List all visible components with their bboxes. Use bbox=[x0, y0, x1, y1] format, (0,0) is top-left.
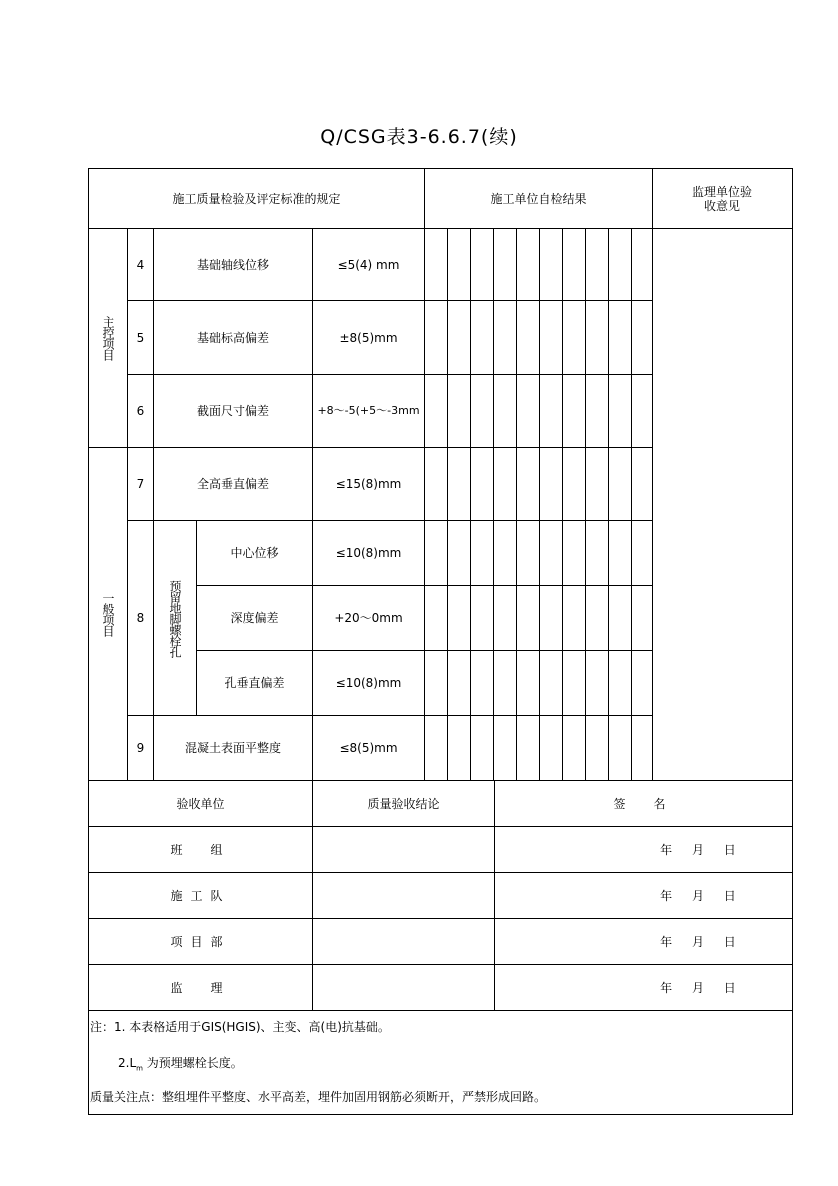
sub-item-standard: +20～0mm bbox=[334, 611, 403, 625]
note-2-suffix: 为预埋螺栓长度。 bbox=[142, 1056, 243, 1070]
item-number: 9 bbox=[136, 741, 145, 755]
sub-item-name: 孔垂直偏差 bbox=[224, 676, 285, 690]
item-standard: ≤8(5)mm bbox=[339, 741, 398, 755]
sign-date: 年 月 日 bbox=[660, 888, 744, 903]
item-number: 6 bbox=[136, 404, 145, 418]
supervisor-opinion-header: 监理单位验收意见 bbox=[691, 184, 752, 213]
note-2 bbox=[118, 1056, 243, 1075]
sign-date: 年 月 日 bbox=[660, 842, 744, 857]
item-standard: ±8(5)mm bbox=[339, 330, 398, 345]
note-2-prefix: 2.L bbox=[118, 1056, 137, 1070]
item-name: 截面尺寸偏差 bbox=[196, 404, 269, 418]
item-number: 7 bbox=[136, 477, 145, 491]
sign-date: 年 月 日 bbox=[660, 934, 744, 949]
sub-item-name: 中心位移 bbox=[230, 546, 279, 560]
item-number: 8 bbox=[136, 611, 145, 625]
standard-header: 施工质量检验及评定标准的规定 bbox=[172, 191, 341, 206]
note-1: 注：1. 本表格适用于GIS(HGIS)、主变、高(电)抗基础。 bbox=[90, 1020, 390, 1034]
form-title: Q/CSG表3-6.6.7(续) bbox=[320, 126, 518, 148]
sub-item-standard: ≤10(8)mm bbox=[335, 676, 402, 690]
item-name: 基础标高偏差 bbox=[196, 330, 269, 345]
anchor-bolt-hole-label: 预留地脚螺栓孔 bbox=[168, 579, 182, 657]
item-name: 混凝土表面平整度 bbox=[184, 741, 281, 755]
item-standard: ≤15(8)mm bbox=[335, 477, 402, 491]
note-2-subscript: m bbox=[136, 1064, 143, 1073]
acceptance-unit: 施工队 bbox=[170, 888, 231, 903]
item-standard: +8～-5(+5～-3mm bbox=[317, 404, 420, 417]
item-number: 5 bbox=[136, 330, 145, 345]
main-items-label: 主控项目 bbox=[101, 316, 115, 360]
acceptance-unit: 监 理 bbox=[170, 980, 231, 995]
sign-date: 年 月 日 bbox=[660, 980, 744, 995]
quality-focus-note: 质量关注点：整组埋件平整度、水平高差，埋件加固用钢筋必须断开，严禁形成回路。 bbox=[90, 1090, 547, 1104]
general-items-label: 一般项目 bbox=[101, 592, 115, 636]
self-check-header: 施工单位自检结果 bbox=[490, 191, 587, 206]
acceptance-unit-header: 验收单位 bbox=[176, 796, 225, 811]
item-standard: ≤5(4) mm bbox=[337, 257, 400, 272]
item-name: 基础轴线位移 bbox=[196, 257, 269, 272]
acceptance-unit: 班 组 bbox=[170, 842, 231, 857]
item-name: 全高垂直偏差 bbox=[196, 477, 269, 491]
item-number: 4 bbox=[136, 257, 145, 272]
signature-header: 签 名 bbox=[613, 796, 674, 811]
conclusion-header: 质量验收结论 bbox=[367, 796, 440, 811]
acceptance-unit: 项目部 bbox=[170, 934, 231, 949]
sub-item-name: 深度偏差 bbox=[230, 611, 279, 625]
sub-item-standard: ≤10(8)mm bbox=[335, 546, 402, 560]
